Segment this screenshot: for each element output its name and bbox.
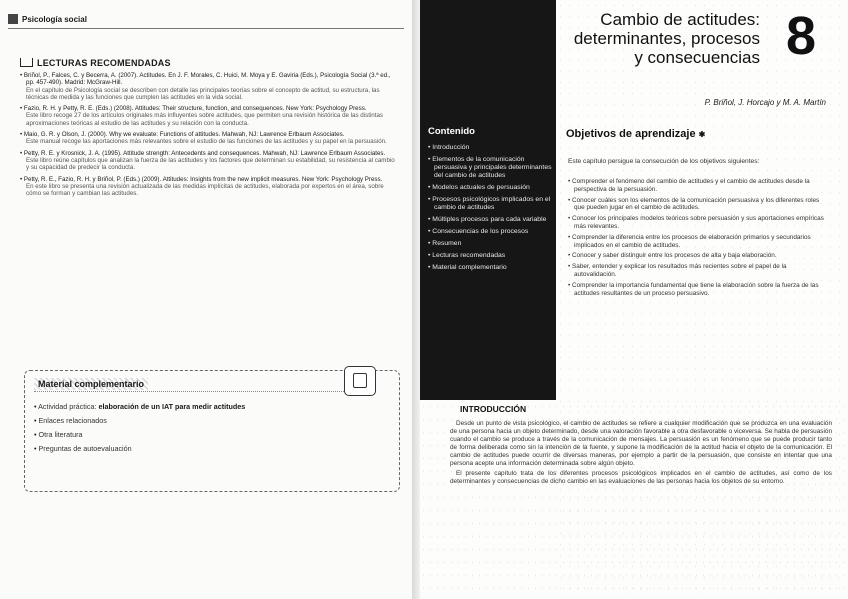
material-list	[34, 400, 245, 456]
section-title-text: LECTURAS RECOMENDADAS	[37, 58, 171, 68]
left-page	[0, 0, 412, 599]
chapter-number: 8	[785, 6, 817, 66]
material-item[interactable]	[34, 428, 245, 442]
reference-item	[20, 72, 398, 101]
material-item[interactable]	[34, 414, 245, 428]
references-list	[20, 72, 398, 201]
toc-item[interactable]: • Material complementario	[428, 264, 552, 272]
material-item[interactable]	[34, 442, 245, 456]
toc-item[interactable]: • Consecuencias de los procesos	[428, 228, 552, 236]
toc-item[interactable]: • Resumen	[428, 240, 552, 248]
introduction-paragraph: Desde un punto de vista psicológico, el cambio de actitudes se refiere a cualquier modificación que se produzca en una evaluación de una persona hacia un objeto determinado, desde una valoración favorable a otra desfavorable o viceversa. Se habla de persuasión cuando el cambio se produce a través de la comunicación de mensajes. La persuasión es un fenómeno que se puede producir tanto de forma deliberada como sin la intención de la fuente, y supone la modificación de la actitud hacia el objeto de la comunicación. El cambio de actitudes puede ocurrir de diversas maneras, por ejemplo a partir de la persuasión, que consiste en intentar que una persona acepte una información determinada sobre algún objeto.	[450, 420, 832, 467]
material-divider	[34, 391, 344, 392]
reference-description: Este libro recoge 27 de los artículos originales más influyentes sobre actitudes, que permiten una revisión histórica de las distintas aproximaciones teóricas al estudio de las actitudes y su relación con la conducta.	[26, 112, 384, 127]
objective-item: • Conocer los principales modelos teóricos sobre persuasión y sus aportaciones empíricas más relevantes.	[568, 215, 826, 231]
table-of-contents	[428, 144, 552, 276]
reference-item	[20, 150, 398, 172]
toc-item[interactable]: • Procesos psicológicos implicados en el cambio de actitudes	[428, 196, 552, 212]
reference-citation: • Briñol, P., Falces, C. y Becerra, A. (2007). Actitudes. En J. F. Morales, C. Huici, M. Moya y E. Gaviria (Eds.), Psicología Social (3.ª ed., pp. 457-490). Madrid: McGraw-Hill.	[20, 72, 398, 87]
toc-item[interactable]: • Múltiples procesos para cada variable	[428, 216, 552, 224]
chapter-title-line: y consecuencias	[634, 48, 760, 67]
chapter-title	[560, 10, 760, 67]
introduction-body	[450, 420, 832, 488]
toc-item[interactable]: • Modelos actuales de persuasión	[428, 184, 552, 192]
objectives-list	[568, 178, 826, 300]
open-book-icon	[20, 58, 33, 67]
objectives-intro: Este capítulo persigue la consecución de los objetivos siguientes:	[568, 158, 760, 165]
material-item-label: Otra literatura	[38, 430, 83, 439]
objective-item: • Comprender la diferencia entre los procesos de elaboración primarios y secundarios implicados en el cambio de actitudes.	[568, 234, 826, 250]
objective-item: • Comprender el fenómeno del cambio de actitudes y el cambio de actitudes desde la perspectiva de la persuasión.	[568, 178, 826, 194]
objectives-title	[566, 128, 705, 140]
material-item-label: Actividad práctica:	[38, 402, 99, 411]
reference-description: En este libro se presenta una revisión actualizada de las medidas implícitas de actitudes, elaborada por expertos en el área, sobre cómo se forman y cambian las actitudes.	[26, 182, 384, 198]
book-gutter	[412, 0, 420, 599]
reference-item	[20, 176, 398, 198]
material-item-label: Enlaces relacionados	[38, 416, 107, 425]
material-title: Material complementario	[34, 378, 148, 390]
section-title	[20, 58, 171, 68]
document-icon	[344, 366, 376, 396]
material-item-emphasis: elaboración de un IAT para medir actitudes	[98, 402, 246, 411]
material-item-label: Preguntas de autoevaluación	[38, 444, 132, 453]
objective-item: • Conocer y saber distinguir entre los procesos de alta y baja elaboración.	[568, 252, 826, 260]
reference-description: Este libro reúne capítulos que analizan la fuerza de las actitudes y los factores que determinan su estabilidad, su resistencia al cambio y su capacidad de predecir la conducta.	[26, 156, 395, 172]
running-header	[8, 14, 404, 29]
reference-description: En el capítulo de Psicología social se describen con detalle las principales teorías sobre el concepto de actitud, su estructura, las técnicas de medida y las funciones que cumplen las actitudes en la vida social.	[26, 86, 380, 101]
reference-item	[20, 105, 398, 127]
reference-citation: • Petty, R. E. y Krosnick, J. A. (1995). Attitude strength: Antecedents and consequences. Mahwah, NJ: Lawrence Erlbaum Associates.	[20, 150, 398, 157]
objectives-title-text: Objetivos de aprendizaje	[566, 128, 696, 140]
objective-item: • Comprender la importancia fundamental que tiene la elaboración sobre la fuerza de las actitudes resultantes de un proceso persuasivo.	[568, 282, 826, 298]
introduction-paragraph: El presente capítulo trata de los diferentes procesos psicológicos implicados en el cambio de actitudes, así como de los determinantes y consecuencias de dicho cambio en las evaluaciones de las personas hacia los objetos de su entorno.	[450, 470, 832, 485]
introduction-heading: INTRODUCCIÓN	[460, 404, 527, 414]
running-header-text: Psicología social	[22, 15, 87, 24]
toc-item[interactable]: • Lecturas recomendadas	[428, 252, 552, 260]
objective-item: • Conocer cuáles son los elementos de la comunicación persuasiva y los diferentes roles que pueden jugar en el cambio de actitudes.	[568, 197, 826, 213]
chapter-title-line: Cambio de actitudes:	[600, 10, 760, 29]
star-icon: ✱	[698, 130, 706, 139]
reference-citation: • Petty, R. E., Fazio, R. H. y Briñol, P. (Eds.) (2009). Attitudes: Insights from the new implicit measures. New York: Psychology Press.	[20, 176, 398, 183]
toc-item[interactable]: • Elementos de la comunicación persuasiva y principales determinantes del cambio de actitudes	[428, 156, 552, 180]
reference-citation: • Maio, G. R. y Olson, J. (2000). Why we evaluate: Functions of attitudes. Mahwah, NJ: Lawrence Erlbaum Associates.	[20, 131, 398, 138]
toc-title: Contenido	[428, 126, 475, 137]
right-page	[420, 0, 848, 599]
chapter-authors: P. Briñol, J. Horcajo y M. A. Martín	[704, 98, 826, 107]
reference-description: Este manual recoge las aportaciones más relevantes sobre el estudio de las funciones de las actitudes y su papel en la persuasión.	[26, 138, 387, 146]
reference-item	[20, 131, 398, 146]
toc-item[interactable]: • Introducción	[428, 144, 552, 152]
material-item[interactable]	[34, 400, 245, 414]
book-logo-icon	[8, 14, 18, 24]
chapter-title-line: determinantes, procesos	[573, 29, 760, 48]
objective-item: • Saber, entender y explicar los resultados más recientes sobre el papel de la autovalidación.	[568, 263, 826, 279]
reference-citation: • Fazio, R. H. y Petty, R. E. (Eds.) (2008). Attitudes: Their structure, function, and consequences. New York: Psychology Press.	[20, 105, 398, 112]
